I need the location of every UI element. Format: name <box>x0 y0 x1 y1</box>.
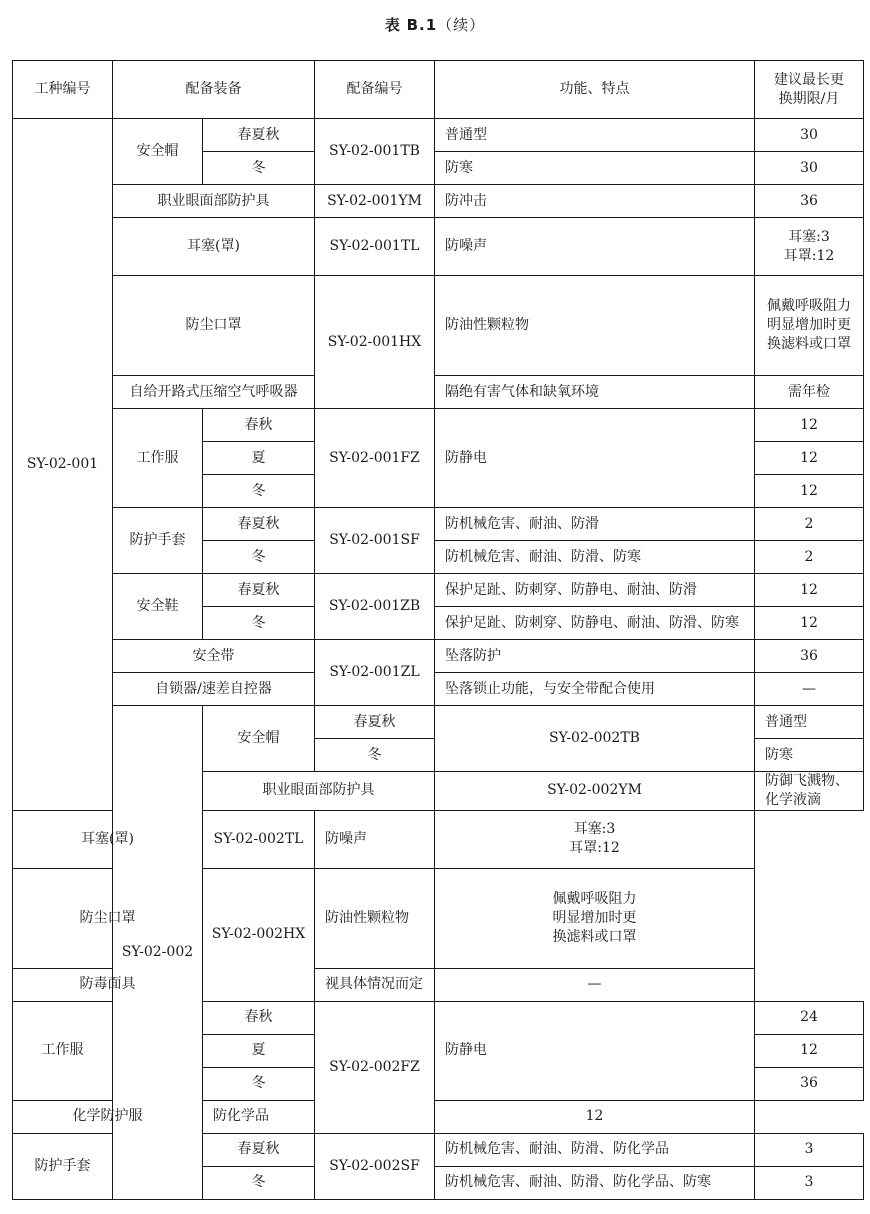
period: — <box>755 673 864 706</box>
feature: 防寒 <box>435 152 755 185</box>
equip-name: 职业眼面部防护具 <box>203 772 435 811</box>
feature: 防油性颗粒物 <box>315 868 435 968</box>
table-row <box>13 673 864 706</box>
period: 耳塞:3 耳罩:12 <box>755 218 864 276</box>
equip-name: 工作服 <box>113 409 203 508</box>
feature: 视具体情况而定 <box>315 968 435 1001</box>
equip-code: SY-02-002SF <box>315 1133 435 1199</box>
equip-code: SY-02-002FZ <box>315 1001 435 1133</box>
equip-name: 化学防护服 <box>13 1100 203 1133</box>
period: 3 <box>755 1133 864 1166</box>
season: 春夏秋 <box>315 706 435 739</box>
season: 冬 <box>315 739 435 772</box>
table-row <box>13 706 864 739</box>
table-row <box>13 968 864 1001</box>
header-worker: 工种编号 <box>13 61 113 119</box>
feature: 坠落防护 <box>435 640 755 673</box>
equip-code: SY-02-001SF <box>315 508 435 574</box>
equip-name: 安全带 <box>113 640 315 673</box>
title-suffix: （续） <box>437 16 486 34</box>
feature: 普通型 <box>435 119 755 152</box>
period: 12 <box>755 607 864 640</box>
season: 冬 <box>203 152 315 185</box>
table-row <box>13 218 864 276</box>
season: 冬 <box>203 541 315 574</box>
season: 春夏秋 <box>203 508 315 541</box>
equip-code: SY-02-001TB <box>315 119 435 185</box>
period: 耳塞:3 耳罩:12 <box>435 810 755 868</box>
equip-name: 职业眼面部防护具 <box>113 185 315 218</box>
period: 佩戴呼吸阻力 明显增加时更 换滤料或口罩 <box>755 276 864 376</box>
period: 12 <box>755 475 864 508</box>
feature: 防油性颗粒物 <box>435 276 755 376</box>
table-row <box>13 640 864 673</box>
equip-name: 防护手套 <box>113 508 203 574</box>
period: 12 <box>755 409 864 442</box>
equip-code: SY-02-001TL <box>315 218 435 276</box>
table-row <box>13 1100 864 1133</box>
equip-name: 工作服 <box>13 1001 113 1100</box>
equip-name: 耳塞(罩) <box>13 810 203 868</box>
feature: 保护足趾、防刺穿、防静电、耐油、防滑 <box>435 574 755 607</box>
period: 30 <box>755 152 864 185</box>
period: 2 <box>755 508 864 541</box>
season: 春夏秋 <box>203 574 315 607</box>
feature: 防机械危害、耐油、防滑、防化学品 <box>435 1133 755 1166</box>
equip-name: 防尘口罩 <box>13 868 203 968</box>
table-row <box>13 276 864 376</box>
feature: 防静电 <box>435 1001 755 1100</box>
equip-code: SY-02-001HX <box>315 276 435 409</box>
title-prefix: 表 <box>384 16 401 34</box>
feature: 防寒 <box>755 739 864 772</box>
equip-name: 自给开路式压缩空气呼吸器 <box>113 376 315 409</box>
equip-name: 自锁器/速差自控器 <box>113 673 315 706</box>
period: 2 <box>755 541 864 574</box>
feature: 防机械危害、耐油、防滑 <box>435 508 755 541</box>
equip-name: 防毒面具 <box>13 968 203 1001</box>
period: — <box>435 968 755 1001</box>
period: 3 <box>755 1166 864 1199</box>
season: 春秋 <box>203 409 315 442</box>
feature: 坠落锁止功能，与安全带配合使用 <box>435 673 755 706</box>
period: 36 <box>755 1067 864 1100</box>
table-row <box>13 185 864 218</box>
equip-code: SY-02-001ZB <box>315 574 435 640</box>
table-row <box>13 810 864 868</box>
feature: 隔绝有害气体和缺氧环境 <box>435 376 755 409</box>
season: 夏 <box>203 1034 315 1067</box>
equipment-table <box>12 60 864 1200</box>
feature: 防御飞溅物、化学液滴 <box>755 772 864 811</box>
season: 夏 <box>203 442 315 475</box>
feature: 普通型 <box>755 706 864 739</box>
feature: 防静电 <box>435 409 755 508</box>
equip-name: 安全帽 <box>113 119 203 185</box>
equip-code: SY-02-002YM <box>435 772 755 811</box>
feature: 防噪声 <box>315 810 435 868</box>
period: 12 <box>755 442 864 475</box>
table-row <box>13 508 864 541</box>
equip-code: SY-02-002TL <box>203 810 315 868</box>
header-feature: 功能、特点 <box>435 61 755 119</box>
table-row <box>13 119 864 152</box>
period: 36 <box>755 640 864 673</box>
table-header-row <box>13 61 864 119</box>
period: 佩戴呼吸阻力 明显增加时更 换滤料或口罩 <box>435 868 755 968</box>
feature: 防化学品 <box>203 1100 315 1133</box>
worker-id: SY-02-001 <box>13 119 113 811</box>
table-row <box>13 376 864 409</box>
season: 冬 <box>203 475 315 508</box>
equip-name: 防尘口罩 <box>113 276 315 376</box>
equip-name: 耳塞(罩) <box>113 218 315 276</box>
season: 冬 <box>203 607 315 640</box>
equip-name: 防护手套 <box>13 1133 113 1199</box>
header-equip: 配备装备 <box>113 61 315 119</box>
equip-name: 安全帽 <box>203 706 315 772</box>
worker-id: SY-02-002 <box>113 706 203 1200</box>
header-code: 配备编号 <box>315 61 435 119</box>
table-title <box>0 14 870 35</box>
period: 需年检 <box>755 376 864 409</box>
equip-code: SY-02-002TB <box>435 706 755 772</box>
period: 12 <box>755 574 864 607</box>
feature: 防机械危害、耐油、防滑、防化学品、防寒 <box>435 1166 755 1199</box>
equip-name: 安全鞋 <box>113 574 203 640</box>
feature: 保护足趾、防刺穿、防静电、耐油、防滑、防寒 <box>435 607 755 640</box>
season: 春秋 <box>203 1001 315 1034</box>
equip-code: SY-02-002HX <box>203 868 315 1001</box>
header-period: 建议最长更 换期限/月 <box>755 61 864 119</box>
feature: 防噪声 <box>435 218 755 276</box>
title-code: B.1 <box>406 16 438 34</box>
period: 36 <box>755 185 864 218</box>
equip-code: SY-02-001YM <box>315 185 435 218</box>
table-row <box>13 574 864 607</box>
season: 冬 <box>203 1166 315 1199</box>
season: 春夏秋 <box>203 1133 315 1166</box>
season: 春夏秋 <box>203 119 315 152</box>
period: 24 <box>755 1001 864 1034</box>
season: 冬 <box>203 1067 315 1100</box>
equip-code: SY-02-001ZL <box>315 640 435 706</box>
feature: 防冲击 <box>435 185 755 218</box>
period: 12 <box>435 1100 755 1133</box>
feature: 防机械危害、耐油、防滑、防寒 <box>435 541 755 574</box>
period: 30 <box>755 119 864 152</box>
equip-code: SY-02-001FZ <box>315 409 435 508</box>
table-row <box>13 409 864 442</box>
period: 12 <box>755 1034 864 1067</box>
